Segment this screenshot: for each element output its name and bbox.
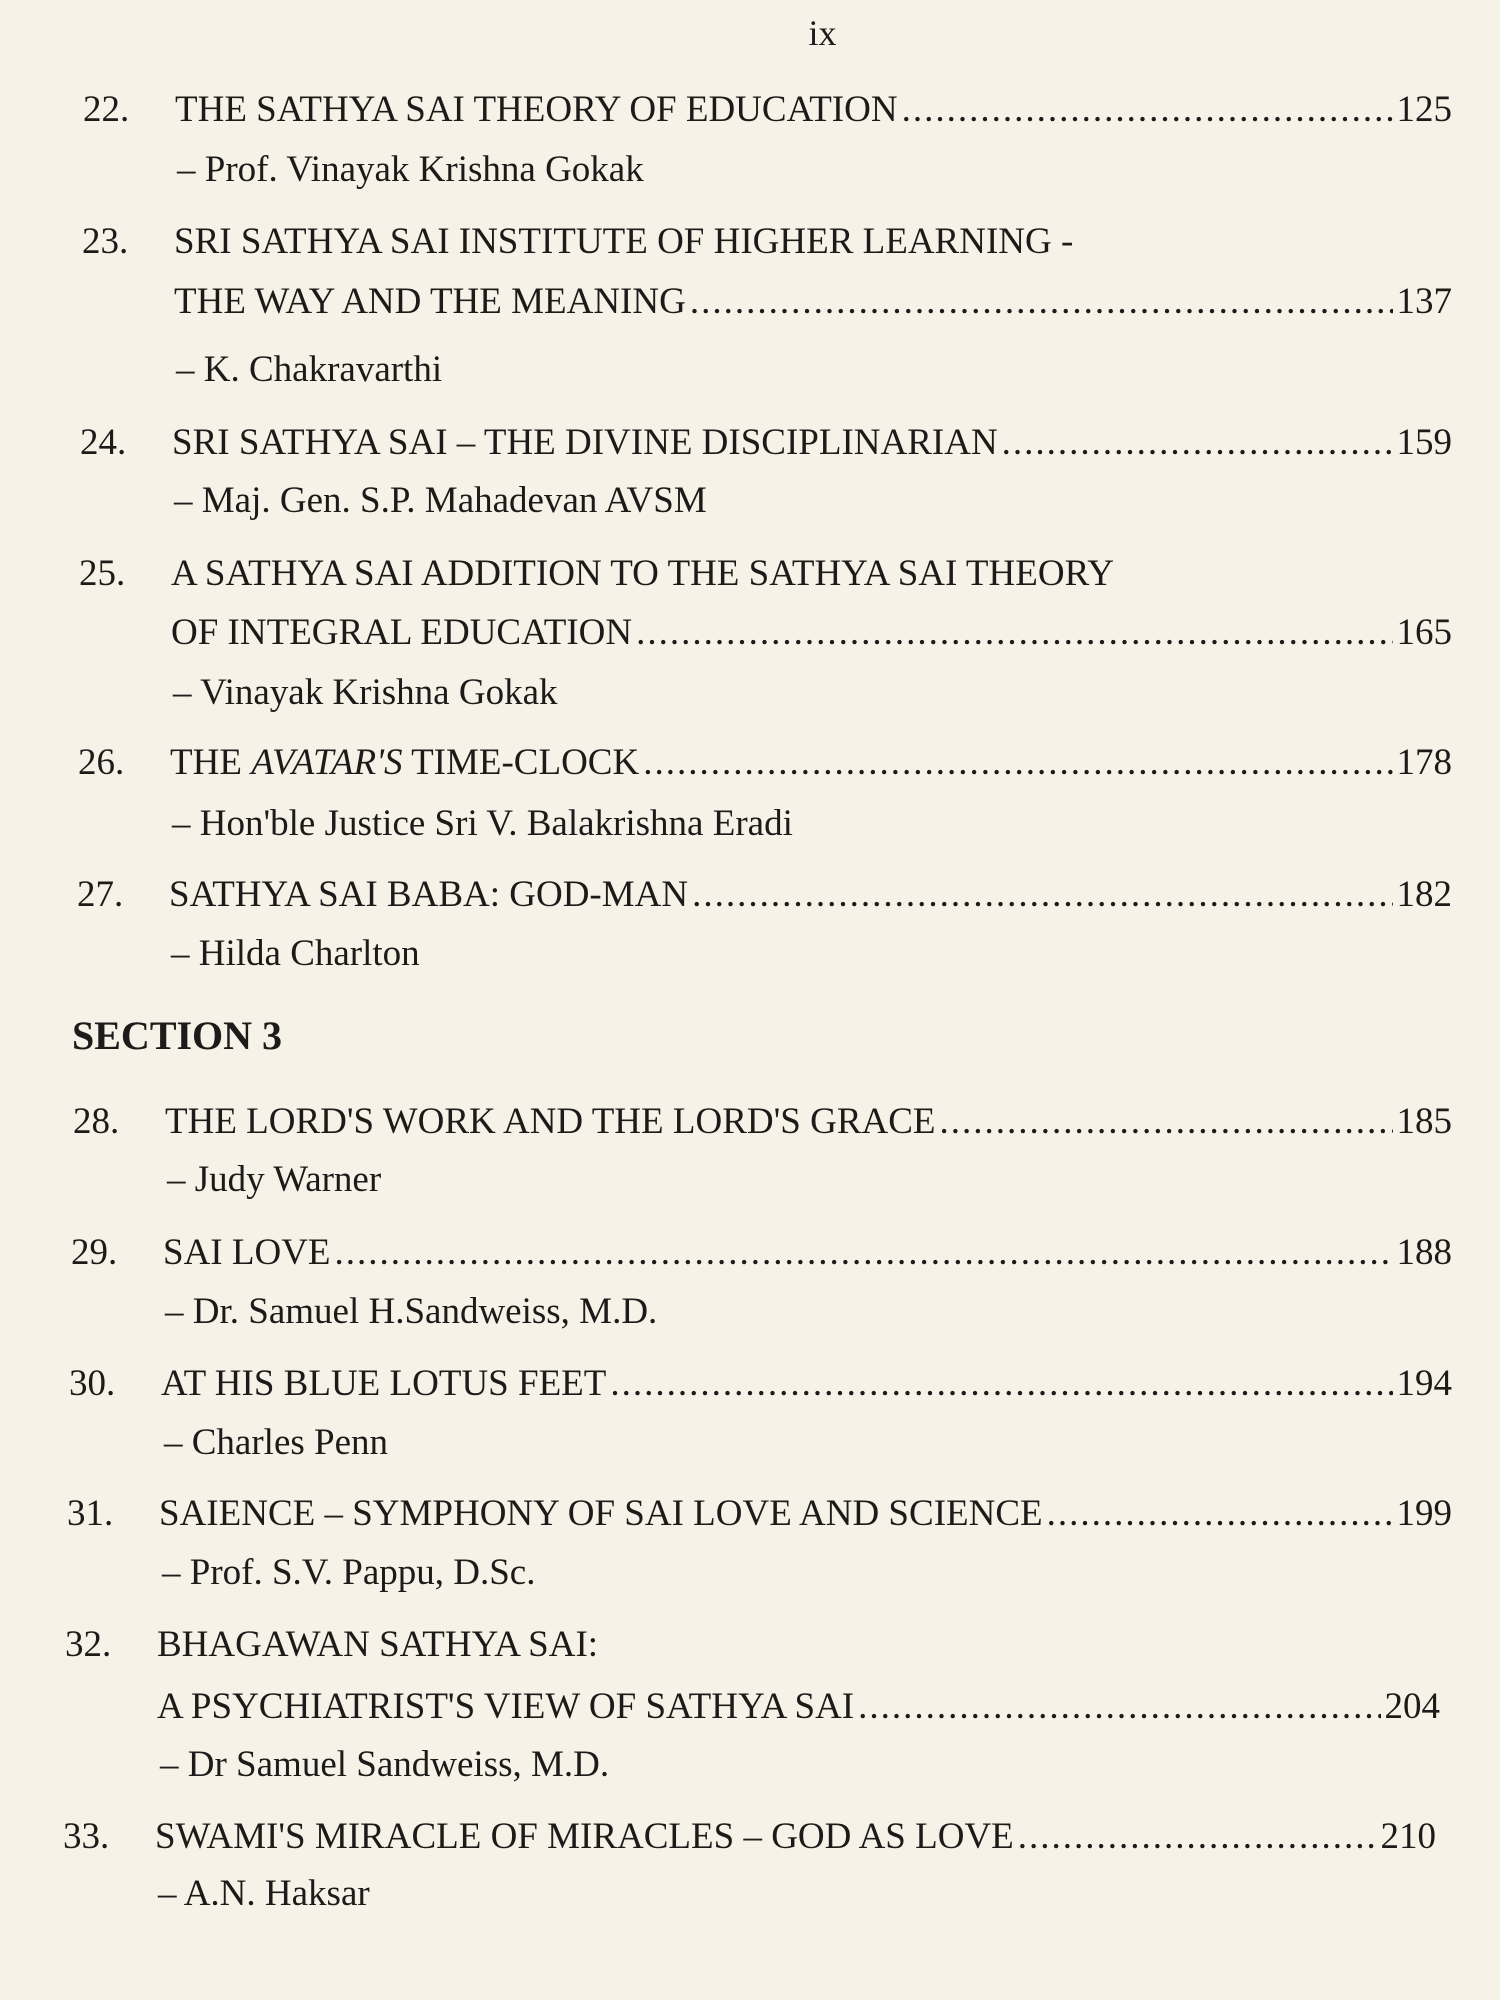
title-italic: AVATAR'S [251,742,403,783]
entry-title-line1: SRI SATHYA SAI INSTITUTE OF HIGHER LEARNING - [174,221,1074,262]
entry-page: 125 [1396,89,1452,130]
entry-number: 23. [82,221,129,262]
toc-entry-32-line1[interactable] [65,1620,1452,1670]
entry-number: 24. [80,422,127,463]
entry-page: 188 [1396,1232,1452,1273]
entry-number: 30. [69,1363,116,1404]
entry-page: 185 [1396,1101,1452,1142]
toc-entry-24[interactable] [80,418,1452,468]
dot-leader [1047,1489,1393,1539]
dot-leader [1018,1812,1377,1862]
dot-leader [692,870,1392,920]
entry-page: 194 [1396,1363,1452,1404]
toc-entry-25[interactable] [79,608,1452,658]
entry-author: – Charles Penn [164,1422,389,1463]
entry-number: 28. [73,1101,120,1142]
entry-page: 165 [1396,612,1452,653]
entry-title [170,738,639,788]
entry-title: SATHYA SAI BABA: GOD-MAN [169,874,689,915]
entry-author: – Prof. Vinayak Krishna Gokak [177,149,644,190]
toc-entry-28[interactable] [73,1097,1452,1147]
toc-entry-23-line1[interactable] [82,217,1452,267]
dot-leader [1002,418,1393,468]
entry-title-line1: A SATHYA SAI ADDITION TO THE SATHYA SAI THEORY [171,553,1114,594]
entry-number: 29. [71,1232,118,1273]
entry-number: 31. [67,1493,114,1534]
entry-author: – Dr Samuel Sandweiss, M.D. [160,1744,610,1785]
entry-title: SAIENCE – SYMPHONY OF SAI LOVE AND SCIENCE [159,1493,1043,1534]
entry-author: – Hon'ble Justice Sri V. Balakrishna Eradi [172,803,793,844]
entry-title: AT HIS BLUE LOTUS FEET [161,1363,607,1404]
entry-page: 199 [1396,1493,1452,1534]
dot-leader [643,738,1392,788]
entry-title: THE LORD'S WORK AND THE LORD'S GRACE [165,1101,936,1142]
entry-page: 178 [1396,742,1452,783]
entry-title: THE SATHYA SAI THEORY OF EDUCATION [175,89,898,130]
entry-number: 33. [63,1816,110,1857]
entry-page: 204 [1384,1686,1440,1727]
toc-entry-26[interactable] [78,738,1452,788]
entry-page: 137 [1396,281,1452,322]
entry-title: A PSYCHIATRIST'S VIEW OF SATHYA SAI [157,1686,855,1727]
toc-entry-32[interactable] [65,1682,1440,1732]
dot-leader [636,608,1392,658]
entry-author: – A.N. Haksar [158,1873,370,1914]
entry-number: 32. [65,1624,112,1665]
toc-entry-33[interactable] [63,1812,1436,1862]
entry-author: – Judy Warner [167,1159,382,1200]
toc-entry-23[interactable] [82,277,1452,327]
entry-author: – Vinayak Krishna Gokak [173,672,558,713]
dot-leader [690,277,1393,327]
page-number: ix [808,13,837,53]
toc-entry-22[interactable] [83,85,1452,135]
entry-title: THE WAY AND THE MEANING [174,281,686,322]
entry-page: 182 [1396,874,1452,915]
entry-author: – K. Chakravarthi [176,349,443,390]
toc-entry-29[interactable] [71,1228,1452,1278]
dot-leader [335,1228,1393,1278]
toc-entry-30[interactable] [69,1359,1452,1409]
entry-title: OF INTEGRAL EDUCATION [171,612,633,653]
toc-entry-25-line1[interactable] [79,549,1452,599]
entry-title: SWAMI'S MIRACLE OF MIRACLES – GOD AS LOVE [155,1816,1014,1857]
title-part: THE [170,742,252,783]
entry-number: 26. [78,742,125,783]
toc-entry-27[interactable] [77,870,1452,920]
entry-number: 27. [77,874,124,915]
section-heading: SECTION 3 [72,1013,283,1058]
entry-number: 25. [79,553,126,594]
dot-leader [940,1097,1393,1147]
entry-author: – Dr. Samuel H.Sandweiss, M.D. [165,1291,658,1332]
entry-title: SAI LOVE [163,1232,331,1273]
entry-author: – Prof. S.V. Pappu, D.Sc. [162,1552,536,1593]
dot-leader [858,1682,1380,1732]
entry-title: SRI SATHYA SAI – THE DIVINE DISCIPLINARIAN [172,422,998,463]
entry-author: – Hilda Charlton [171,933,420,974]
dot-leader [610,1359,1392,1409]
entry-page: 210 [1380,1816,1436,1857]
entry-number: 22. [83,89,130,130]
dot-leader [902,85,1393,135]
entry-author: – Maj. Gen. S.P. Mahadevan AVSM [174,480,707,521]
toc-entry-31[interactable] [67,1489,1452,1539]
entry-page: 159 [1396,422,1452,463]
title-part: TIME-CLOCK [402,742,640,783]
entry-title-line1: BHAGAWAN SATHYA SAI: [157,1624,599,1665]
